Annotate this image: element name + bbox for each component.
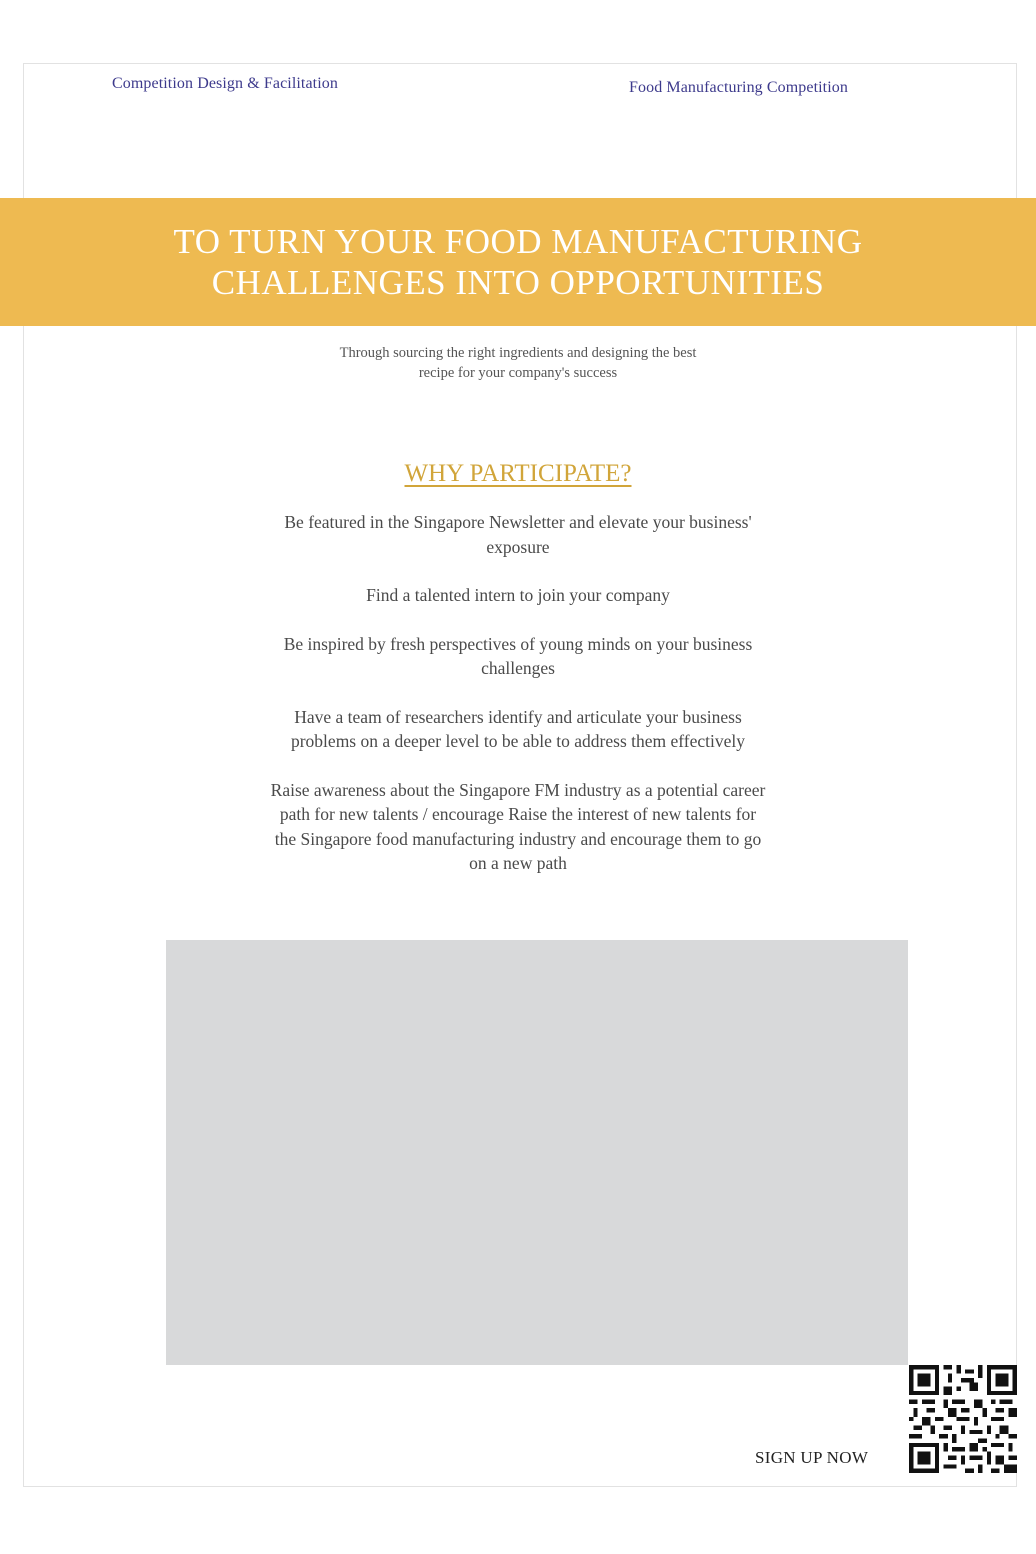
- why-participate-heading: WHY PARTICIPATE?: [404, 460, 632, 487]
- banner-title-line1: TO TURN YOUR FOOD MANUFACTURING: [173, 222, 863, 261]
- benefit-item: Raise awareness about the Singapore FM industry as a potential career path for new talents / encourage Raise the interest of new talents for the Singapore food manufacturing industry and encourage them to go on a new path: [270, 779, 766, 873]
- subtitle-line2: recipe for your company's success: [418, 365, 618, 381]
- sign-up-now-link[interactable]: SIGN UP NOW: [755, 1448, 869, 1467]
- banner-title: [174, 221, 863, 303]
- hero-banner: [0, 198, 1036, 326]
- qr-code-icon[interactable]: [909, 1365, 1017, 1473]
- benefit-item: Be featured in the Singapore Newsletter and elevate your business' exposure: [284, 512, 752, 557]
- nav-link-food-manufacturing-competition[interactable]: Food Manufacturing Competition: [629, 79, 848, 96]
- banner-title-line2: CHALLENGES INTO OPPORTUNITIES: [211, 263, 825, 302]
- image-placeholder: [166, 940, 908, 1365]
- benefit-item: Have a team of researchers identify and articulate your business problems on a deeper level to be able to address them effectively: [290, 706, 746, 751]
- nav-link-competition-design[interactable]: Competition Design & Facilitation: [112, 75, 338, 92]
- benefit-item: Find a talented intern to join your company: [366, 585, 670, 605]
- benefits-list: [268, 510, 768, 900]
- subtitle-line1: Through sourcing the right ingredients and designing the best: [339, 345, 697, 361]
- banner-subtitle: [268, 343, 768, 383]
- benefit-item: Be inspired by fresh perspectives of young minds on your business challenges: [283, 633, 753, 678]
